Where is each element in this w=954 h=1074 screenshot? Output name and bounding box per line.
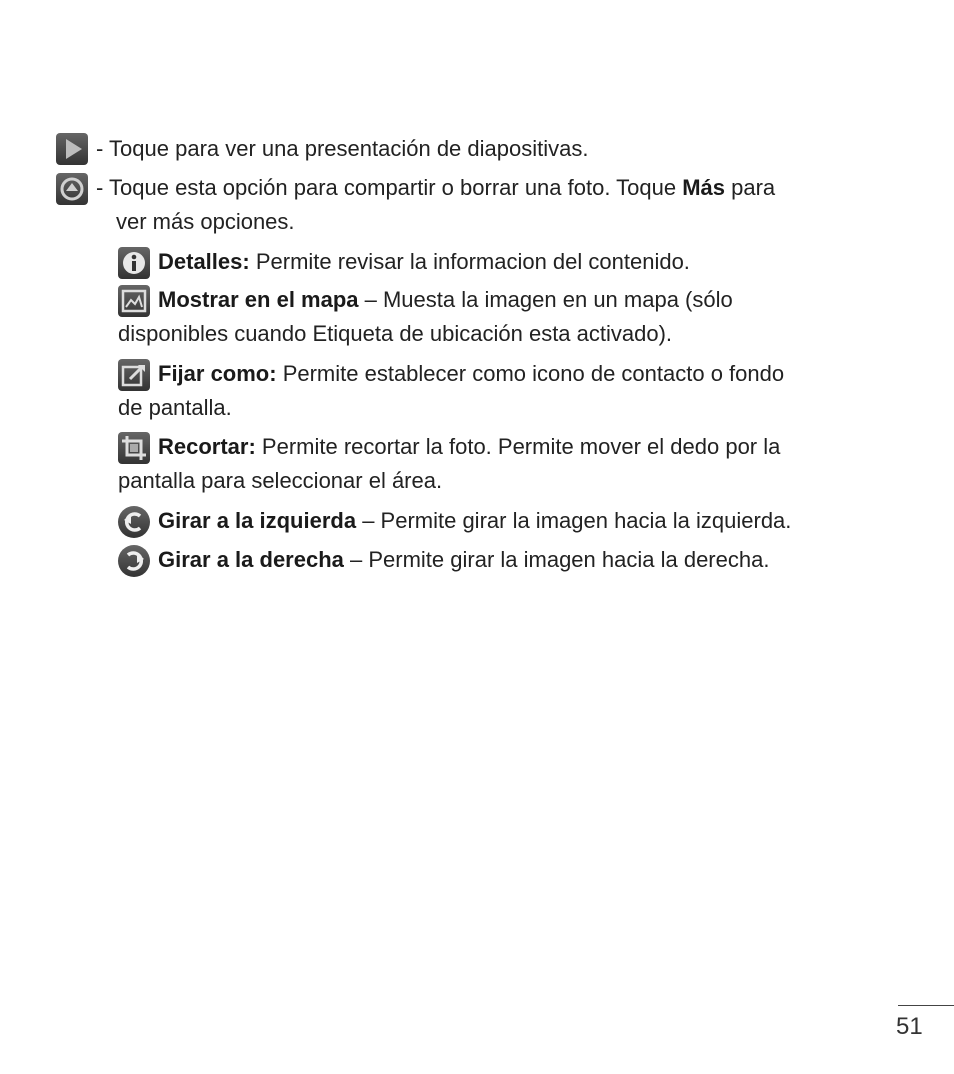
setas-text-line2: de pantalla. <box>118 395 232 420</box>
rotate-left-icon <box>118 506 150 538</box>
crop-text-line1: Recortar: Permite recortar la foto. Permite mover el dedo por la <box>158 434 781 459</box>
rotate-right-icon <box>118 545 150 577</box>
rotate-left-text: Girar a la izquierda – Permite girar la imagen hacia la izquierda. <box>158 508 792 533</box>
page-number: 51 <box>896 1013 923 1040</box>
setas-text-line1: Fijar como: Permite establecer como icono de contacto o fondo <box>158 361 785 386</box>
more-label: Más <box>682 175 726 200</box>
footer-rule <box>898 1005 954 1006</box>
map-text-line1: Mostrar en el mapa – Muesta la imagen en un mapa (sólo <box>158 287 733 312</box>
crop-icon <box>118 432 150 464</box>
map-icon <box>118 285 150 317</box>
set-as-icon <box>118 359 150 391</box>
crop-text-line2: pantalla para seleccionar el área. <box>118 468 443 493</box>
slideshow-text: - Toque para ver una presentación de diapositivas. <box>96 136 589 161</box>
share-text-line2: ver más opciones. <box>116 209 295 234</box>
share-text-line1: - Toque esta opción para compartir o borrar una foto. Toque Más para <box>96 175 776 200</box>
play-icon <box>56 133 88 165</box>
details-text: Detalles: Permite revisar la informacion del contenido. <box>158 249 690 274</box>
map-text-line2: disponibles cuando Etiqueta de ubicación esta activado). <box>118 321 673 346</box>
info-icon <box>118 247 150 279</box>
share-icon <box>56 173 88 205</box>
rotate-right-text: Girar a la derecha – Permite girar la imagen hacia la derecha. <box>158 547 770 572</box>
